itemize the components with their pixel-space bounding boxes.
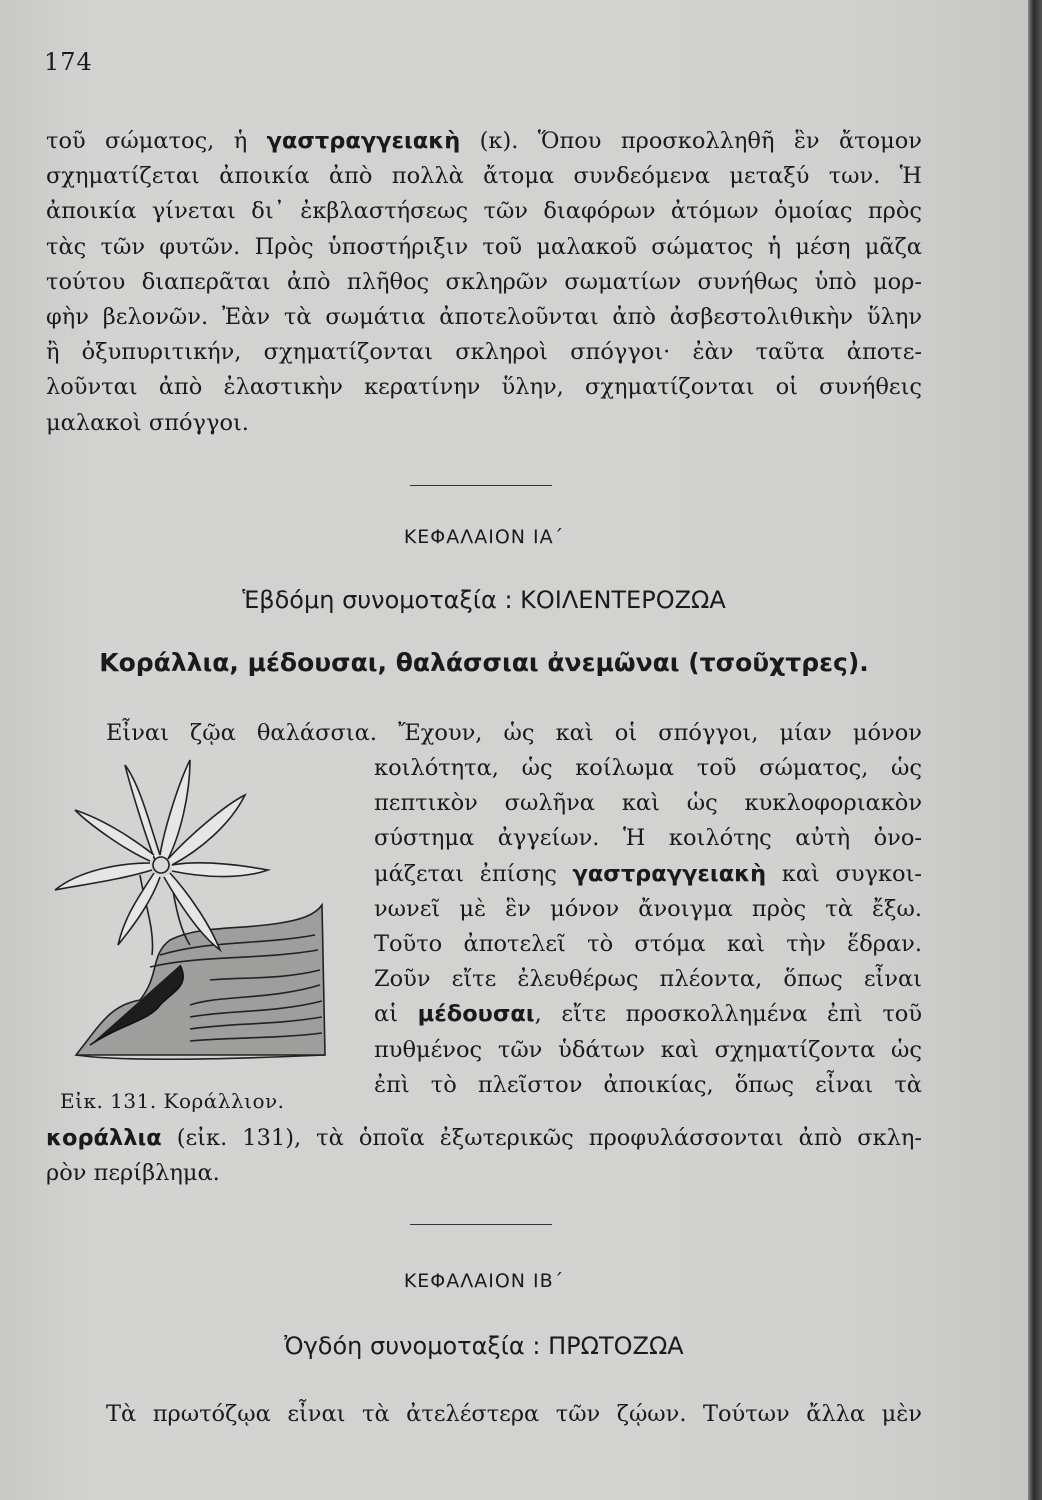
paragraph-sponges (46, 124, 922, 441)
bold-term: γαστραγγειακὴ (266, 128, 461, 154)
text-line (46, 124, 922, 159)
text-run: Τοῦτο ἀποτελεῖ τὸ στόμα καὶ τὴν ἕδραν. (374, 931, 922, 958)
bold-term: μέδουσαι (417, 1001, 535, 1028)
text-line (374, 927, 922, 962)
text-line: Εἶναι ζῷα θαλάσσια. Ἔχουν, ὡς καὶ οἱ σπόγγοι, μίαν μόνον (106, 720, 922, 746)
paragraph-coelenterates-first-line (46, 716, 922, 751)
paragraph-coelenterates-wrapped (374, 751, 922, 1103)
phylum-heading-coelenterates: Ἑβδόμη συνομοταξία : ΚΟΙΛΕΝΤΕΡΟΖΩΑ (242, 586, 726, 614)
text-run: σύστημα ἀγγείων. Ἡ κοιλότης αὐτὴ ὀνο- (374, 825, 922, 852)
text-run: , εἴτε προσκολλημένα ἐπὶ τοῦ (534, 1001, 922, 1028)
text-line (374, 1033, 922, 1068)
text-line (374, 892, 922, 927)
text-run: πυθμένος τῶν ὑδάτων καὶ σχηματίζοντα ὡς (374, 1036, 922, 1063)
paragraph-protozoa-first-line (46, 1397, 922, 1432)
text-line (374, 786, 922, 821)
text-run: λοῦνται ἀπὸ ἐλαστικὴν κερατίνην ὕλην, σχηματίζονται οἱ συνήθεις (46, 374, 922, 401)
page-number: 174 (44, 48, 93, 76)
text-run: σχηματίζεται ἀποικία ἀπὸ πολλὰ ἄτομα συνδεόμενα μεταξύ των. Ἡ (46, 163, 922, 190)
text-line (46, 159, 922, 194)
paragraph-coelenterates-tail (46, 1121, 922, 1191)
text-line (374, 1068, 922, 1103)
text-line (374, 857, 922, 892)
text-line (374, 962, 922, 997)
text-run: μάζεται ἐπίσης (374, 860, 573, 887)
figure-caption: Εἰκ. 131. Κοράλλιον. (60, 1089, 285, 1113)
chapter-heading-12: ΚΕΦΑΛΑΙΟΝ ΙΒ΄ (403, 1270, 565, 1292)
text-run: κοιλότητα, ὡς κοίλωμα τοῦ σώματος, ὡς (374, 755, 922, 781)
text-run: αἱ (374, 1001, 418, 1028)
text-line (46, 230, 922, 265)
text-run: τούτου διαπερᾶται ἀπὸ πλῆθος σκληρῶν σωματίων συνήθως ὑπὸ μορ- (46, 268, 922, 295)
text-run: νωνεῖ μὲ ἓν μόνον ἄνοιγμα πρὸς τὰ ἔξω. (374, 895, 922, 922)
text-line (46, 406, 922, 441)
text-run: (εἰκ. 131), τὰ ὁποῖα ἐξωτερικῶς προφυλάσσονται ἀπὸ σκλη- (161, 1125, 922, 1151)
text-run: (κ). Ὅπου προσκολληθῆ ἓν ἄτομον (460, 128, 922, 154)
text-run: τοῦ σώματος, ἡ (46, 128, 267, 154)
text-line (46, 1121, 922, 1156)
text-run: τὰς τῶν φυτῶν. Πρὸς ὑποστήριξιν τοῦ μαλακοῦ σώματος ἡ μέση μᾶζα (46, 233, 922, 260)
phylum-heading-protozoa: Ὀγδόη συνομοταξία : ΠΡΩΤΟΖΩΑ (284, 1332, 684, 1360)
bold-term: γαστραγγειακὴ (572, 860, 767, 887)
text-line: Τὰ πρωτόζῳα εἶναι τὰ ἀτελέστερα τῶν ζῴων. Τούτων ἄλλα μὲν (106, 1401, 922, 1427)
text-line (46, 194, 922, 229)
text-run: φὴν βελονῶν. Ἐὰν τὰ σωμάτια ἀποτελοῦνται ἀπὸ ἀσβεστολιθικὴν ὕλην (46, 304, 922, 331)
bold-term: κοράλλια (46, 1125, 162, 1151)
section-divider (410, 1224, 552, 1225)
text-line (46, 1156, 922, 1191)
text-run: καὶ συγκοι- (766, 860, 923, 887)
text-run: Ζοῦν εἴτε ἐλευθέρως πλέοντα, ὅπως εἶναι (374, 966, 922, 993)
text-run: ἢ ὀξυπυριτικήν, σχηματίζονται σκληροὶ σπόγγοι· ἐὰν ταῦτα ἀποτε- (46, 339, 922, 366)
text-line (46, 370, 922, 405)
text-line (374, 751, 922, 786)
text-line (46, 300, 922, 335)
chapter-heading-11: ΚΕΦΑΛΑΙΟΝ ΙΑ΄ (403, 526, 565, 548)
text-line (374, 997, 922, 1032)
section-divider (410, 485, 552, 486)
text-run: ρὸν περίβλημα. (46, 1160, 220, 1187)
text-line (374, 821, 922, 856)
page-edge-shadow (1028, 0, 1042, 1500)
coral-illustration (40, 755, 330, 1075)
text-run: ἐπὶ τὸ πλεῖστον ἀποικίας, ὅπως εἶναι τὰ (374, 1071, 922, 1098)
section-title-corals: Κοράλλια, μέδουσαι, θαλάσσιαι ἀνεμῶναι (τσοῦχτρες). (99, 648, 869, 677)
text-run: πεπτικὸν σωλῆνα καὶ ὡς κυκλοφοριακὸν (374, 790, 922, 817)
text-run: μαλακοὶ σπόγγοι. (46, 409, 249, 436)
text-line (46, 265, 922, 300)
text-run: ἀποικία γίνεται δι᾽ ἐκβλαστήσεως τῶν διαφόρων ἀτόμων ὁμοίας πρὸς (46, 198, 922, 225)
text-line (46, 335, 922, 370)
